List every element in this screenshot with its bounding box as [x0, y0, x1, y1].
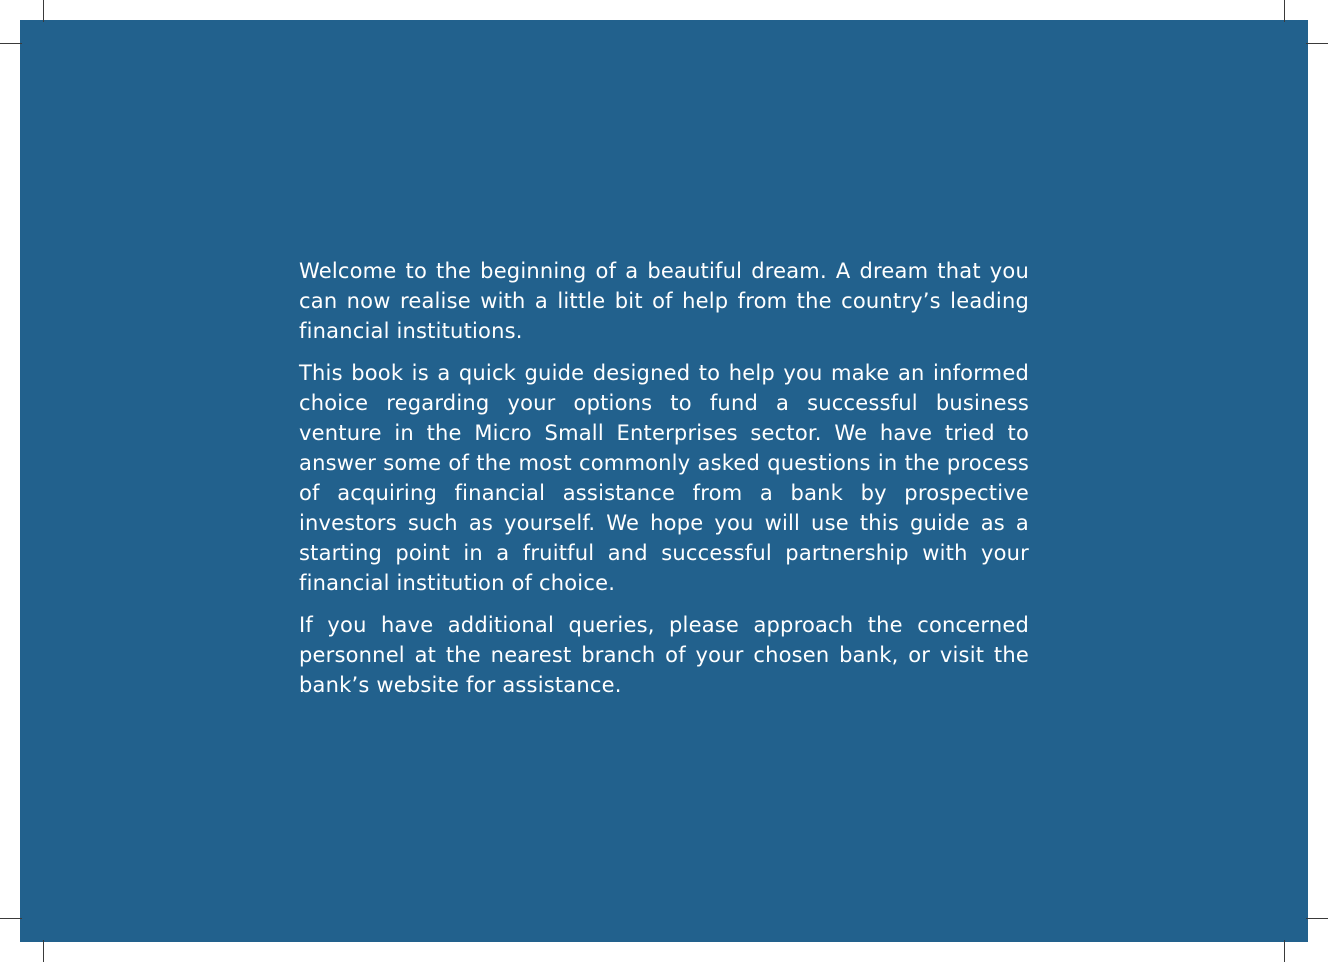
crop-mark-bottom-left-horizontal	[0, 918, 22, 919]
crop-mark-bottom-left-vertical	[43, 940, 44, 962]
crop-mark-top-right-vertical	[1284, 0, 1285, 22]
paragraph-guide-purpose: This book is a quick guide designed to help you make an informed choice regarding your options to fund a successful business venture in the Micro Small Enterprises sector. We have tried to answer some of the most commonly asked questions in the process of acquiring financial assistance from a bank by prospective investors such as yourself. We hope you will use this guide as a starting point in a fruitful and successful partnership with your financial institution of choice.	[299, 361, 1029, 595]
intro-text-block	[299, 256, 1029, 712]
crop-mark-bottom-right-horizontal	[1306, 918, 1328, 919]
paragraph-additional-queries: If you have additional queries, please approach the concerned personnel at the nearest branch of your chosen bank, or visit the bank’s website for assistance.	[299, 613, 1029, 697]
paragraph-welcome: Welcome to the beginning of a beautiful dream. A dream that you can now realise with a little bit of help from the country’s leading financial institutions.	[299, 259, 1029, 343]
crop-mark-top-left-vertical	[43, 0, 44, 22]
crop-mark-top-left-horizontal	[0, 43, 22, 44]
crop-mark-bottom-right-vertical	[1284, 940, 1285, 962]
crop-mark-top-right-horizontal	[1306, 43, 1328, 44]
